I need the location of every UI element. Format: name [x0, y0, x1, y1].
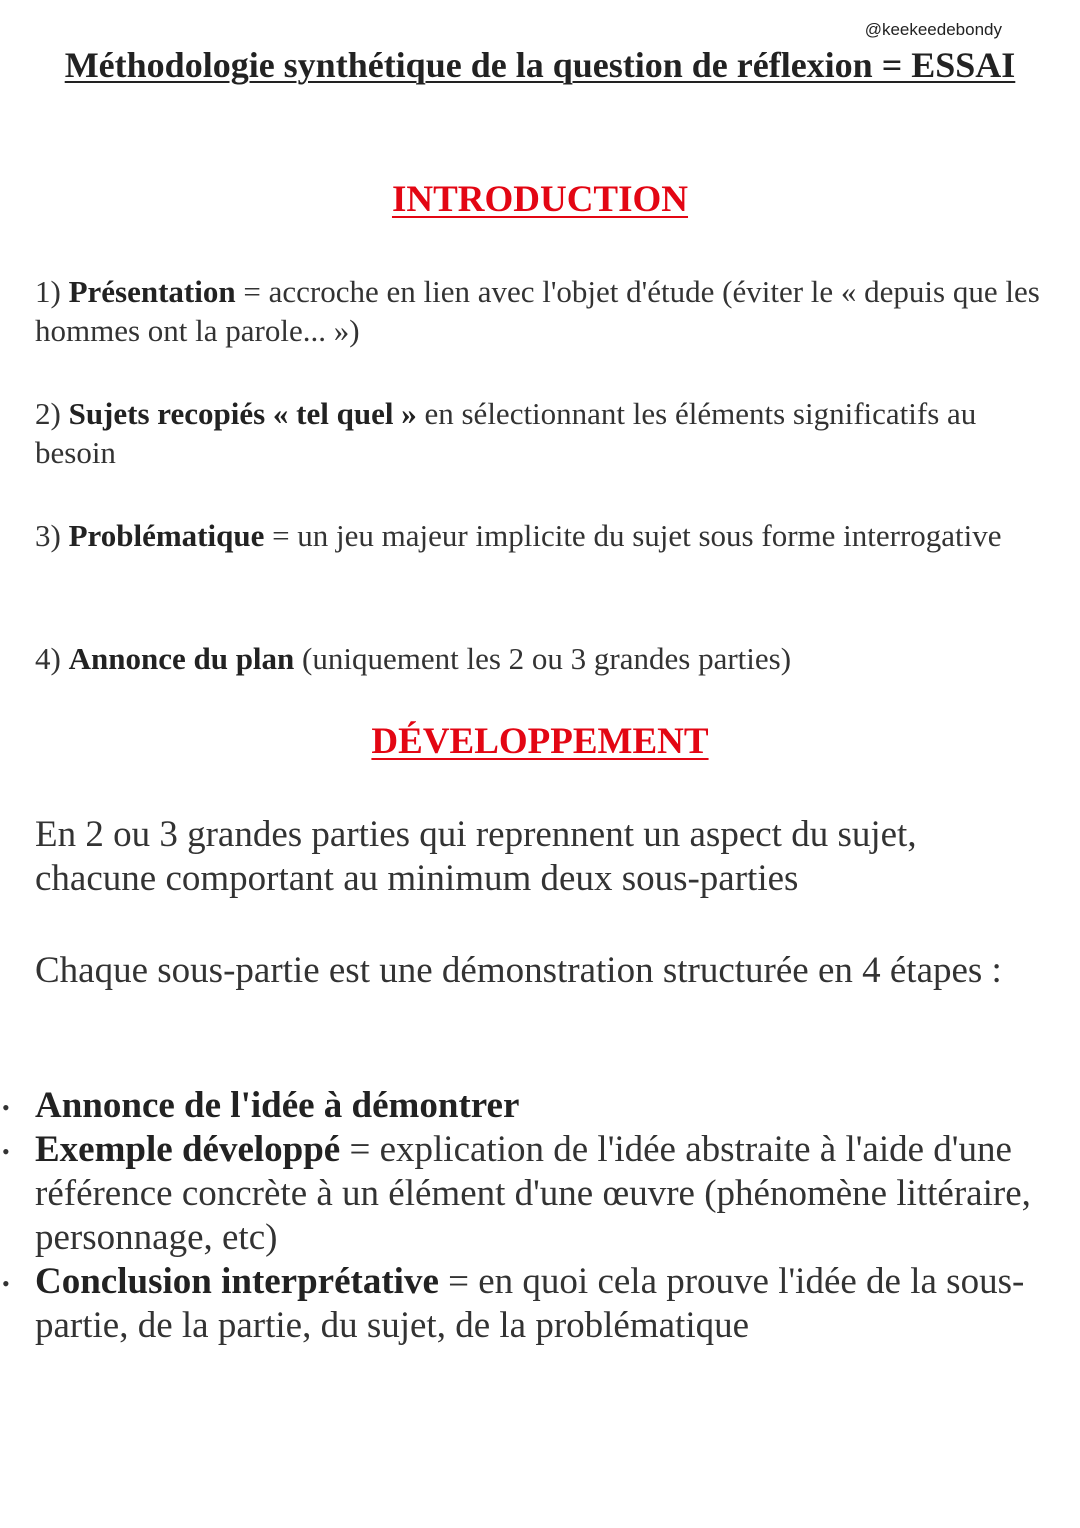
author-handle: @keekeedebondy: [864, 20, 1002, 39]
intro-item-text: en sélectionnant les éléments significatifs au besoin: [35, 396, 977, 470]
introduction-heading-text: INTRODUCTION: [391, 179, 689, 220]
list-item-bold: Exemple développé: [35, 1129, 341, 1170]
intro-item-bold: Présentation: [68, 274, 236, 309]
intro-item-number: 2): [35, 396, 61, 431]
list-item-text: = en quoi cela prouve l'idée de la sous-partie, de la partie, du sujet, de la problématique: [35, 1261, 1025, 1346]
list-item-text: = explication de l'idée abstraite à l'aide d'une référence concrète à un élément d'une œuvre (phénomène littéraire, personnage, etc): [35, 1129, 1031, 1258]
intro-item-number: 1): [35, 274, 61, 309]
intro-item-bold: Sujets recopiés « tel quel »: [68, 396, 417, 431]
intro-item-text: (uniquement les 2 ou 3 grandes parties): [294, 641, 792, 676]
intro-item-1: [35, 272, 1045, 350]
intro-item-4: [35, 639, 1045, 678]
list-item-bold: Conclusion interprétative: [35, 1261, 439, 1302]
intro-item-bold: Problématique: [68, 518, 265, 553]
intro-item-bold: Annonce du plan: [68, 641, 295, 676]
intro-item-number: 4): [35, 641, 61, 676]
introduction-heading: [0, 178, 1080, 221]
intro-item-2: [35, 394, 1045, 472]
intro-item-number: 3): [35, 518, 61, 553]
steps-list: [35, 1084, 1045, 1348]
page-title: [40, 44, 1040, 87]
developpement-heading: [0, 720, 1080, 763]
page-title-text: Méthodologie synthétique de la question de réflexion = ESSAI: [64, 45, 1016, 85]
intro-item-text: = un jeu majeur implicite du sujet sous forme interrogative: [264, 518, 1002, 553]
list-item-bold: Annonce de l'idée à démontrer: [35, 1085, 520, 1126]
dev-paragraph-1: En 2 ou 3 grandes parties qui reprennent un aspect du sujet, chacune comportant au minimum deux sous-parties: [35, 814, 917, 899]
list-item: [35, 1084, 1045, 1128]
intro-item-text: = accroche en lien avec l'objet d'étude (éviter le « depuis que les hommes ont la parole... »): [35, 274, 1040, 348]
dev-paragraph-2: Chaque sous-partie est une démonstration structurée en 4 étapes :: [35, 950, 1002, 991]
list-item: [35, 1128, 1045, 1260]
list-item: [35, 1260, 1045, 1348]
developpement-heading-text: DÉVELOPPEMENT: [371, 721, 709, 762]
intro-item-3: [35, 516, 1045, 555]
